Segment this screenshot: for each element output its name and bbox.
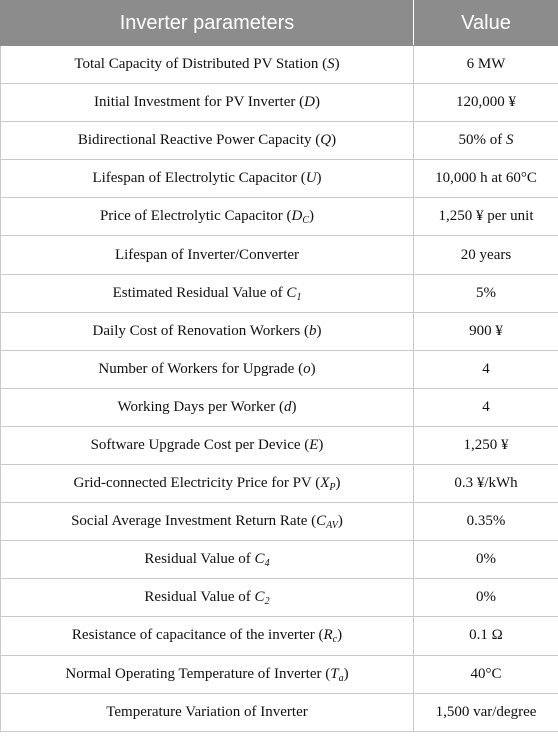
parameter-symbol: C [254, 589, 265, 606]
parameter-symbol: S [327, 56, 335, 73]
parameter-suffix: ) [343, 665, 349, 682]
parameter-symbol: Q [320, 132, 332, 149]
parameter-cell [1, 84, 414, 122]
value-cell [414, 465, 558, 503]
parameter-symbol: d [283, 398, 292, 415]
parameter-cell [1, 693, 414, 731]
table-row [1, 46, 558, 84]
value-text: 900 ¥ [469, 322, 503, 339]
parameter-label: Daily Cost of Renovation Workers ( [92, 322, 309, 339]
value-cell [414, 426, 558, 464]
parameter-symbol: C [286, 284, 297, 301]
value-text: 120,000 ¥ [456, 94, 516, 111]
parameter-cell [1, 160, 414, 198]
value-text: 1,500 var/degree [435, 703, 537, 720]
parameter-label: Software Upgrade Cost per Device ( [90, 436, 310, 453]
value-text: 5% [476, 284, 496, 301]
value-text: 4 [482, 360, 490, 377]
table-header-row [1, 1, 558, 46]
header-value: Value [414, 1, 558, 46]
parameter-symbol: D [304, 94, 315, 111]
value-cell [414, 617, 558, 655]
value-text: 40°C [470, 665, 502, 682]
value-cell [414, 541, 558, 579]
value-cell [414, 122, 558, 160]
value-symbol: S [506, 132, 514, 149]
parameter-suffix: ) [309, 208, 315, 225]
parameter-suffix: ) [314, 94, 320, 111]
parameter-label: Normal Operating Temperature of Inverter ( [65, 665, 331, 682]
parameter-label: Bidirectional Reactive Power Capacity ( [77, 132, 321, 149]
header-parameters: Inverter parameters [1, 1, 414, 46]
table-body [1, 46, 558, 732]
parameter-cell [1, 541, 414, 579]
parameter-cell [1, 122, 414, 160]
parameter-symbol: C [316, 513, 327, 530]
table-row [1, 160, 558, 198]
value-text: 10,000 h at 60°C [435, 170, 537, 187]
parameter-suffix: ) [316, 170, 322, 187]
parameter-suffix: ) [316, 322, 322, 339]
table-row [1, 503, 558, 541]
parameter-label: Residual Value of [144, 551, 255, 568]
parameter-subscript: 1 [296, 291, 302, 303]
parameter-cell [1, 503, 414, 541]
parameter-symbol: R [323, 627, 333, 644]
value-cell [414, 160, 558, 198]
table-row [1, 579, 558, 617]
parameter-label: Temperature Variation of Inverter [106, 703, 308, 720]
table-row [1, 198, 558, 236]
parameter-label: Working Days per Worker ( [117, 398, 284, 415]
value-cell [414, 312, 558, 350]
parameter-subscript: 2 [264, 596, 270, 608]
table-row [1, 388, 558, 426]
value-text: 0% [476, 551, 496, 568]
value-cell [414, 198, 558, 236]
parameter-cell [1, 465, 414, 503]
parameter-suffix: ) [310, 360, 316, 377]
table-row [1, 122, 558, 160]
parameter-suffix: ) [337, 627, 343, 644]
table-row [1, 426, 558, 464]
parameter-cell [1, 655, 414, 693]
parameter-subscript: AV [326, 520, 338, 532]
parameter-cell [1, 274, 414, 312]
parameter-suffix: ) [331, 132, 337, 149]
parameter-subscript: a [338, 672, 344, 684]
table-row [1, 693, 558, 731]
parameter-label: Number of Workers for Upgrade ( [98, 360, 304, 377]
parameter-cell [1, 350, 414, 388]
parameter-label: Social Average Investment Return Rate ( [71, 513, 317, 530]
parameter-symbol: C [254, 551, 265, 568]
parameter-subscript: 4 [264, 558, 270, 570]
table-row [1, 350, 558, 388]
value-text: 4 [482, 398, 490, 415]
parameter-cell [1, 579, 414, 617]
value-cell [414, 46, 558, 84]
parameter-cell [1, 617, 414, 655]
value-cell [414, 236, 558, 274]
parameter-cell [1, 426, 414, 464]
parameter-label: Estimated Residual Value of [112, 284, 287, 301]
parameter-label: Resistance of capacitance of the inverter ( [71, 627, 324, 644]
value-cell [414, 350, 558, 388]
parameter-symbol: X [320, 475, 330, 492]
value-cell [414, 693, 558, 731]
parameter-cell [1, 236, 414, 274]
parameter-symbol: b [308, 322, 317, 339]
parameter-label: Total Capacity of Distributed PV Station ( [74, 56, 328, 73]
parameter-suffix: ) [334, 56, 340, 73]
value-cell [414, 579, 558, 617]
parameter-label: Residual Value of [144, 589, 255, 606]
parameter-symbol: T [330, 665, 339, 682]
parameter-subscript: c [332, 634, 338, 646]
parameter-cell [1, 388, 414, 426]
value-text: 0% [476, 589, 496, 606]
value-text: 1,250 ¥ per unit [438, 208, 534, 225]
parameter-suffix: ) [318, 436, 324, 453]
parameter-symbol: D [291, 208, 303, 225]
value-cell [414, 503, 558, 541]
value-text: 50% of [458, 132, 506, 149]
parameter-subscript: C [302, 215, 310, 227]
table-row [1, 236, 558, 274]
parameter-subscript: P [329, 482, 336, 494]
value-cell [414, 84, 558, 122]
parameter-symbol: E [309, 436, 319, 453]
parameter-label: Lifespan of Inverter/Converter [114, 246, 300, 263]
table-row [1, 274, 558, 312]
parameter-label: Initial Investment for PV Inverter ( [94, 94, 305, 111]
value-text: 6 MW [466, 56, 506, 73]
value-cell [414, 274, 558, 312]
parameter-label: Grid-connected Electricity Price for PV ( [73, 475, 321, 492]
parameter-cell [1, 46, 414, 84]
parameter-suffix: ) [291, 398, 297, 415]
parameter-cell [1, 312, 414, 350]
value-text: 0.1 Ω [469, 627, 503, 644]
table-row [1, 84, 558, 122]
parameter-label: Price of Electrolytic Capacitor ( [99, 208, 292, 225]
parameter-suffix: ) [337, 513, 343, 530]
table-row [1, 312, 558, 350]
parameter-suffix: ) [335, 475, 341, 492]
value-text: 0.3 ¥/kWh [454, 475, 518, 492]
parameter-label: Lifespan of Electrolytic Capacitor ( [92, 170, 306, 187]
parameter-symbol: o [303, 360, 311, 377]
value-text: 1,250 ¥ [463, 436, 509, 453]
table-row [1, 617, 558, 655]
parameter-symbol: U [305, 170, 317, 187]
value-text: 20 years [460, 246, 512, 263]
value-cell [414, 388, 558, 426]
table-row [1, 541, 558, 579]
parameter-cell [1, 198, 414, 236]
table-row [1, 655, 558, 693]
value-text: 0.35% [466, 513, 506, 530]
table-row [1, 465, 558, 503]
value-cell [414, 655, 558, 693]
